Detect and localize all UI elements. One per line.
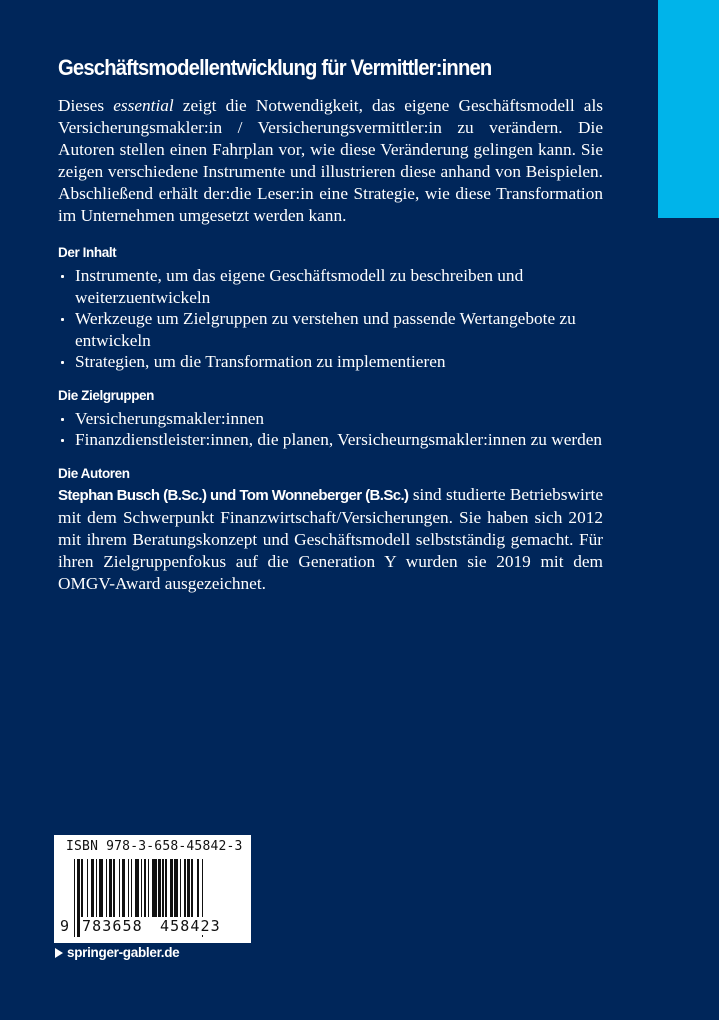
barcode-digit-first: 9 bbox=[60, 917, 71, 935]
website-label: springer-gabler.de bbox=[67, 945, 180, 960]
barcode-digits-right: 458423 bbox=[160, 917, 221, 935]
list-item: Instrumente, um das eigene Geschäftsmodell zu beschreiben und weiterzuentwickeln bbox=[58, 265, 603, 308]
list-item: Werkzeuge um Zielgruppen zu verstehen und passende Wertangebote zu entwickeln bbox=[58, 308, 603, 351]
authors-paragraph bbox=[58, 484, 603, 595]
publisher-website-link[interactable] bbox=[55, 945, 179, 960]
bullet-icon bbox=[61, 318, 64, 321]
list-item: Versicherungsmakler:innen bbox=[58, 408, 603, 430]
audience-heading: Die Zielgruppen bbox=[58, 387, 155, 403]
authors-section bbox=[58, 464, 603, 595]
bullet-icon bbox=[61, 439, 64, 442]
isbn-barcode bbox=[54, 835, 251, 943]
bullet-icon bbox=[61, 275, 64, 278]
audience-list bbox=[58, 408, 603, 451]
contents-heading: Der Inhalt bbox=[58, 245, 117, 260]
bullet-icon bbox=[61, 418, 64, 421]
authors-bio: sind studierte Betriebswirte mit dem Schwerpunkt Finanzwirtschaft/Versicherungen. Sie haben sich 2012 mit ihrem Beratungskonzept und Geschäftsmodell selbstständig gemacht. Für ihren Zielgruppenfokus auf die Generation Y wurden sie 2019 mit dem OMGV-Award ausgezeichnet. bbox=[58, 484, 603, 593]
arrow-right-icon bbox=[55, 948, 63, 958]
isbn-label: ISBN 978-3-658-45842-3 bbox=[66, 839, 243, 854]
intro-paragraph bbox=[58, 95, 603, 227]
back-cover-content bbox=[58, 52, 603, 595]
list-item: Finanzdienstleister:innen, die planen, Versicheurngsmakler:innen zu werden bbox=[58, 429, 603, 451]
barcode-digits-left: 783658 bbox=[82, 917, 143, 935]
author-names: Stephan Busch (B.Sc.) und Tom Wonneberger (B.Sc.) bbox=[58, 486, 409, 504]
intro-emphasis: essential bbox=[113, 96, 174, 115]
accent-color-block bbox=[658, 0, 719, 218]
list-item: Strategien, um die Transformation zu implementieren bbox=[58, 351, 603, 373]
bullet-icon bbox=[61, 361, 64, 364]
intro-prefix: Dieses bbox=[58, 96, 114, 115]
intro-suffix: zeigt die Notwendigkeit, das eigene Geschäftsmodell als Versicherungsmakler:in / Versicherungsvermittler:in zu verändern. Die Autoren stellen einen Fahrplan vor, wie diese Veränderung gelingen kann. Sie zeigen verschiedene Instrumente und illustrieren diese anhand von Beispielen. Abschließend erhält der:die Leser:in eine Strategie, wie diese Transformation im Unternehmen umgesetzt werden kann. bbox=[58, 96, 603, 225]
audience-section bbox=[58, 386, 603, 451]
contents-list bbox=[58, 265, 603, 373]
contents-section bbox=[58, 243, 603, 373]
authors-heading: Die Autoren bbox=[58, 465, 130, 481]
book-title: Geschäftsmodellentwicklung für Vermittler:innen bbox=[58, 55, 492, 80]
